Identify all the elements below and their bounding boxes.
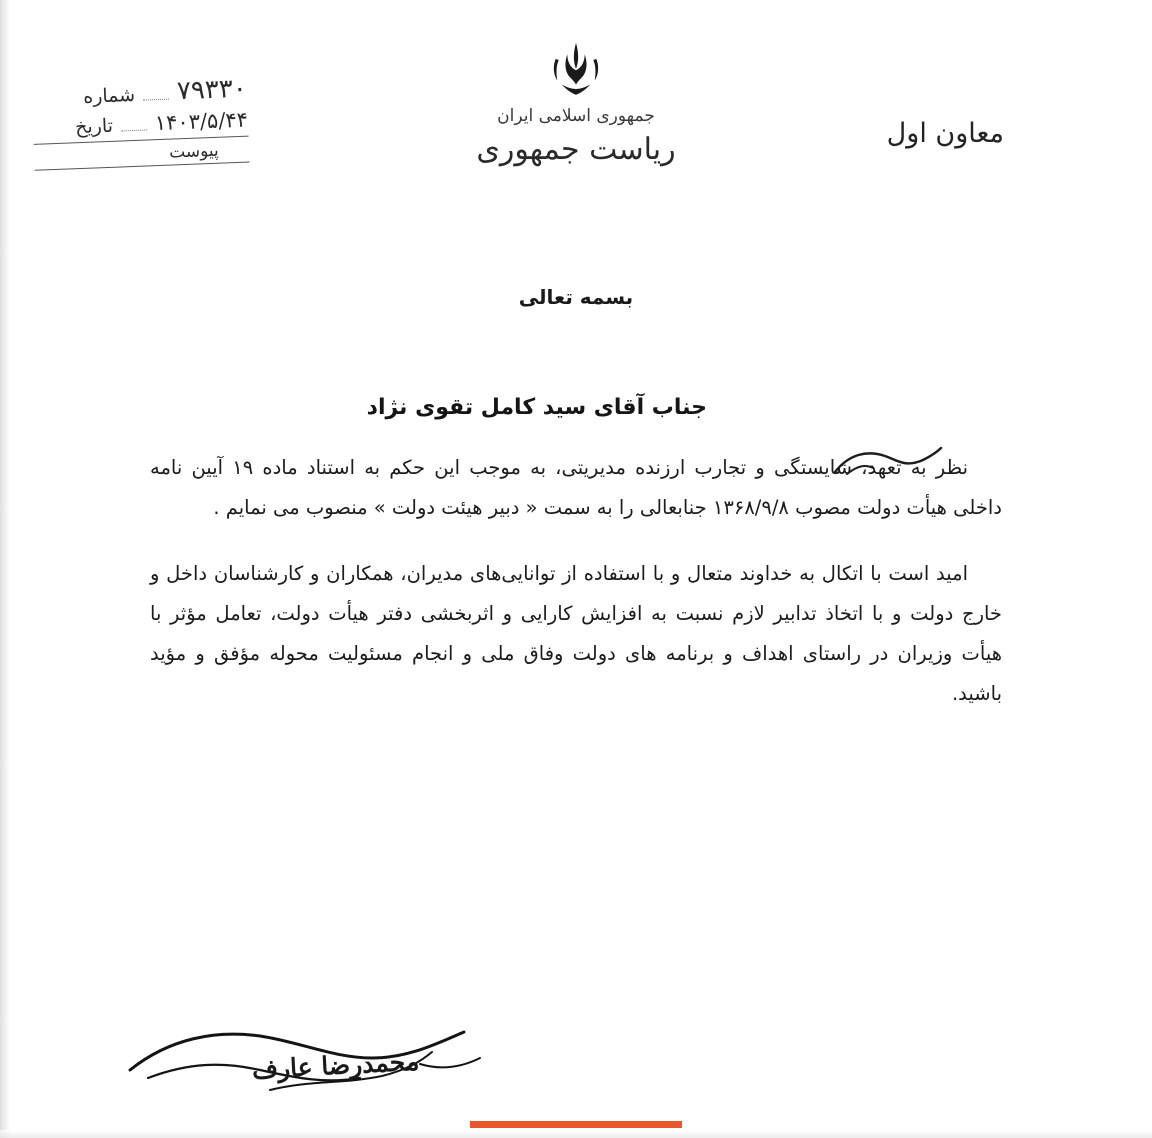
signer-name: محمدرضا عارف (251, 1046, 420, 1085)
basmala: بسمه تعالی (518, 285, 634, 309)
iran-emblem-icon (540, 40, 612, 102)
stamp-date-label: تاریخ (74, 114, 114, 139)
stamp-attachment-label: پیوست (168, 140, 220, 163)
letter-body (150, 395, 1002, 740)
paragraph-appointment: نظر به تعهد، شایستگی و تجارب ارزنده مدیریتی، به موجب این حکم به استناد ماده ۱۹ آیین نامه داخلی هیأت دولت مصوب ۱۳۶۸/۹/۸ جنابعالی را به سمت « دبیر هیئت دولت » منصوب می نمایم . (150, 456, 1002, 519)
letterhead-presidency: ریاست جمهوری (476, 132, 676, 167)
office-title-first-vice-president: معاون اول (886, 118, 1004, 149)
paragraph-wishes: امید است با اتکال به خداوند متعال و با استفاده از توانایی‌های مدیران، همکاران و کارشناسان داخل و خارج دولت و با اتخاذ تدابیر لازم نسبت به افزایش کارایی و اثربخشی دفتر هیأت دولت، تعامل مؤثر با هیأت وزیران در راستای اهداف و برنامه های دولت وفاق ملی و انجام مسئولیت محوله مؤفق و مؤید باشید. (150, 561, 1002, 705)
stamp-date-value: ۱۴۰۳/۵/۴۴ (154, 107, 249, 136)
red-footer-bar (470, 1121, 682, 1128)
scan-edge-left (0, 0, 10, 1138)
addressee: جناب آقای سید کامل تقوی نژاد (366, 395, 707, 420)
signature-area (0, 1018, 1152, 1128)
scan-edge-bottom (0, 1130, 1152, 1138)
stamp-number-value: ۷۹۳۳۰ (176, 73, 248, 107)
letterhead-country: جمهوری اسلامی ایران (497, 106, 655, 126)
stamp-number-label: شماره (82, 83, 136, 108)
